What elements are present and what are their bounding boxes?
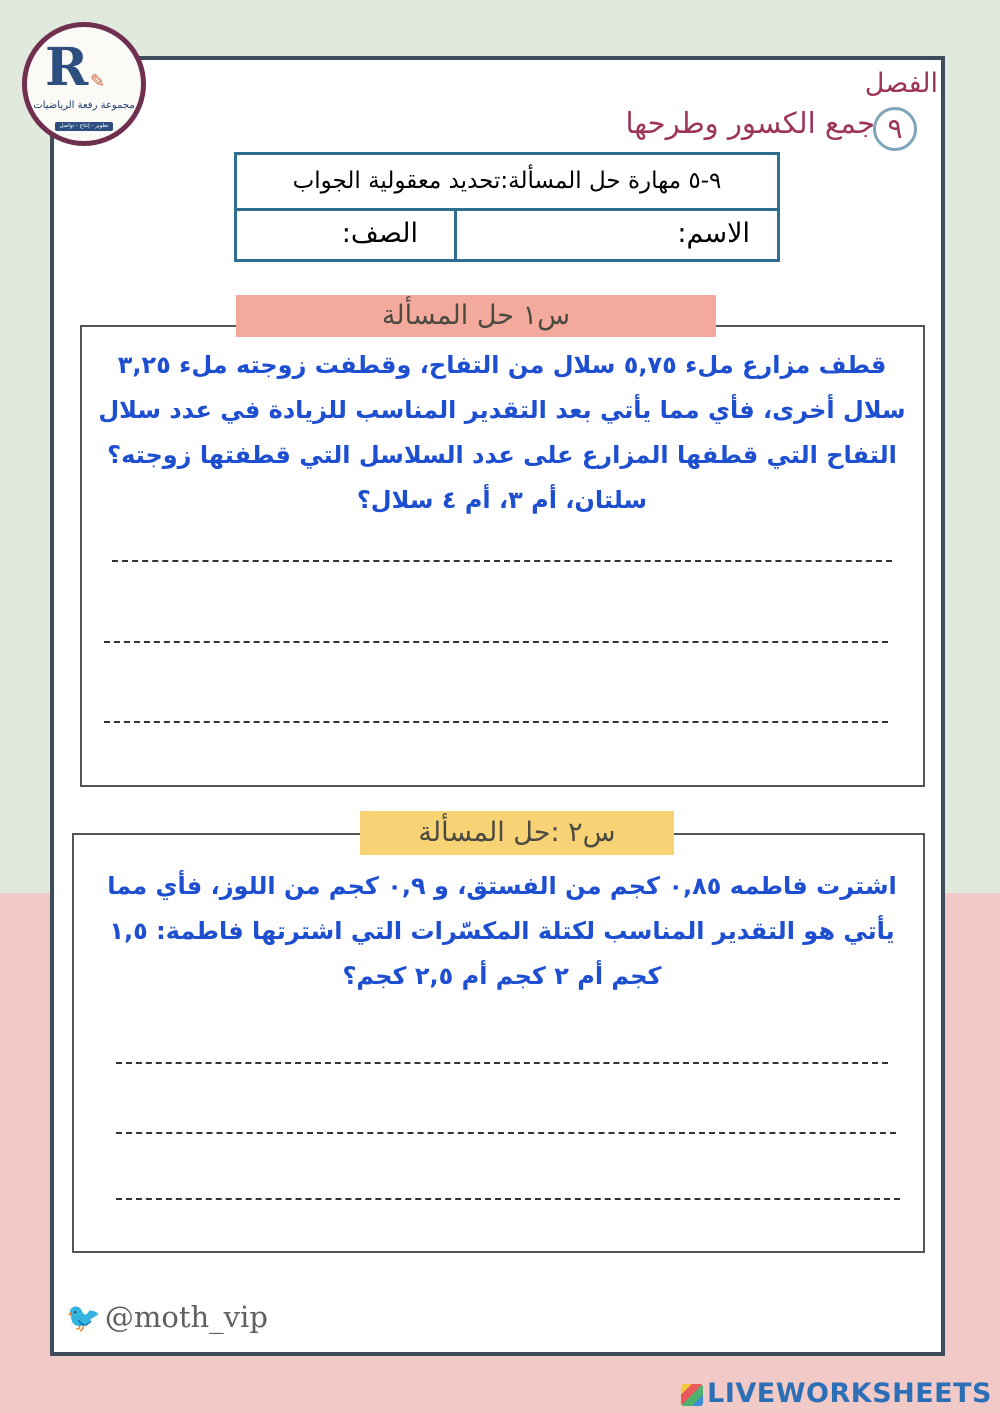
answer-line[interactable] — [116, 1198, 900, 1200]
name-label: الاسم: — [677, 218, 750, 249]
question-2-label: س٢ :حل المسألة — [360, 811, 674, 855]
social-credit — [66, 1300, 268, 1334]
answer-line[interactable] — [104, 721, 888, 723]
answer-line[interactable] — [116, 1132, 896, 1134]
chapter-title: جمع الكسور وطرحها — [625, 106, 875, 140]
info-table — [234, 152, 780, 262]
liveworksheets-footer[interactable] — [681, 1378, 992, 1409]
social-handle: @moth_vip — [104, 1300, 268, 1334]
table-divider — [454, 208, 457, 262]
logo-motto: تطوير - إنتاج - تواصل — [55, 122, 113, 131]
logo-letter: R — [45, 37, 89, 98]
answer-line[interactable] — [116, 1062, 888, 1064]
chapter-number-badge: ٩ — [873, 107, 917, 151]
twitter-bird-icon: 🐦 — [66, 1301, 101, 1334]
lesson-title: ٩-٥ مهارة حل المسألة:تحديد معقولية الجواب — [237, 155, 777, 211]
question-2-text: اشترت فاطمه ٠,٨٥ كجم من الفستق، و ٠,٩ كجم من اللوز، فأي مما يأتي هو التقدير المناسب لكتلة المكسّرات التي اشترتها فاطمة: ١,٥ كجم أم ٢ كجم أم ٢,٥ كجم؟ — [107, 872, 897, 990]
class-label: الصف: — [341, 218, 418, 249]
question-1-text: قطف مزارع ملء ٥,٧٥ سلال من التفاح، وقطفت زوجته ملء ٣,٢٥ سلال أخرى، فأي مما يأتي بعد التقدير المناسب للزيادة في عدد سلال التفاح التي قطفها المزارع على عدد السلاسل التي قطفتها زوجته؟ سلتان، أم ٣، أم ٤ سلال؟ — [98, 351, 906, 514]
book-icon: ✎ — [90, 71, 106, 92]
answer-line[interactable] — [112, 560, 892, 562]
question-1-label: س١ حل المسألة — [236, 295, 716, 337]
group-logo — [22, 22, 146, 146]
chapter-word: الفصل — [864, 68, 938, 99]
footer-brand: LIVEWORKSHEETS — [707, 1378, 992, 1409]
answer-line[interactable] — [104, 641, 888, 643]
liveworksheets-logo-icon — [681, 1384, 703, 1406]
logo-group-name: مجموعة رفعة الرياضيات — [33, 100, 135, 111]
